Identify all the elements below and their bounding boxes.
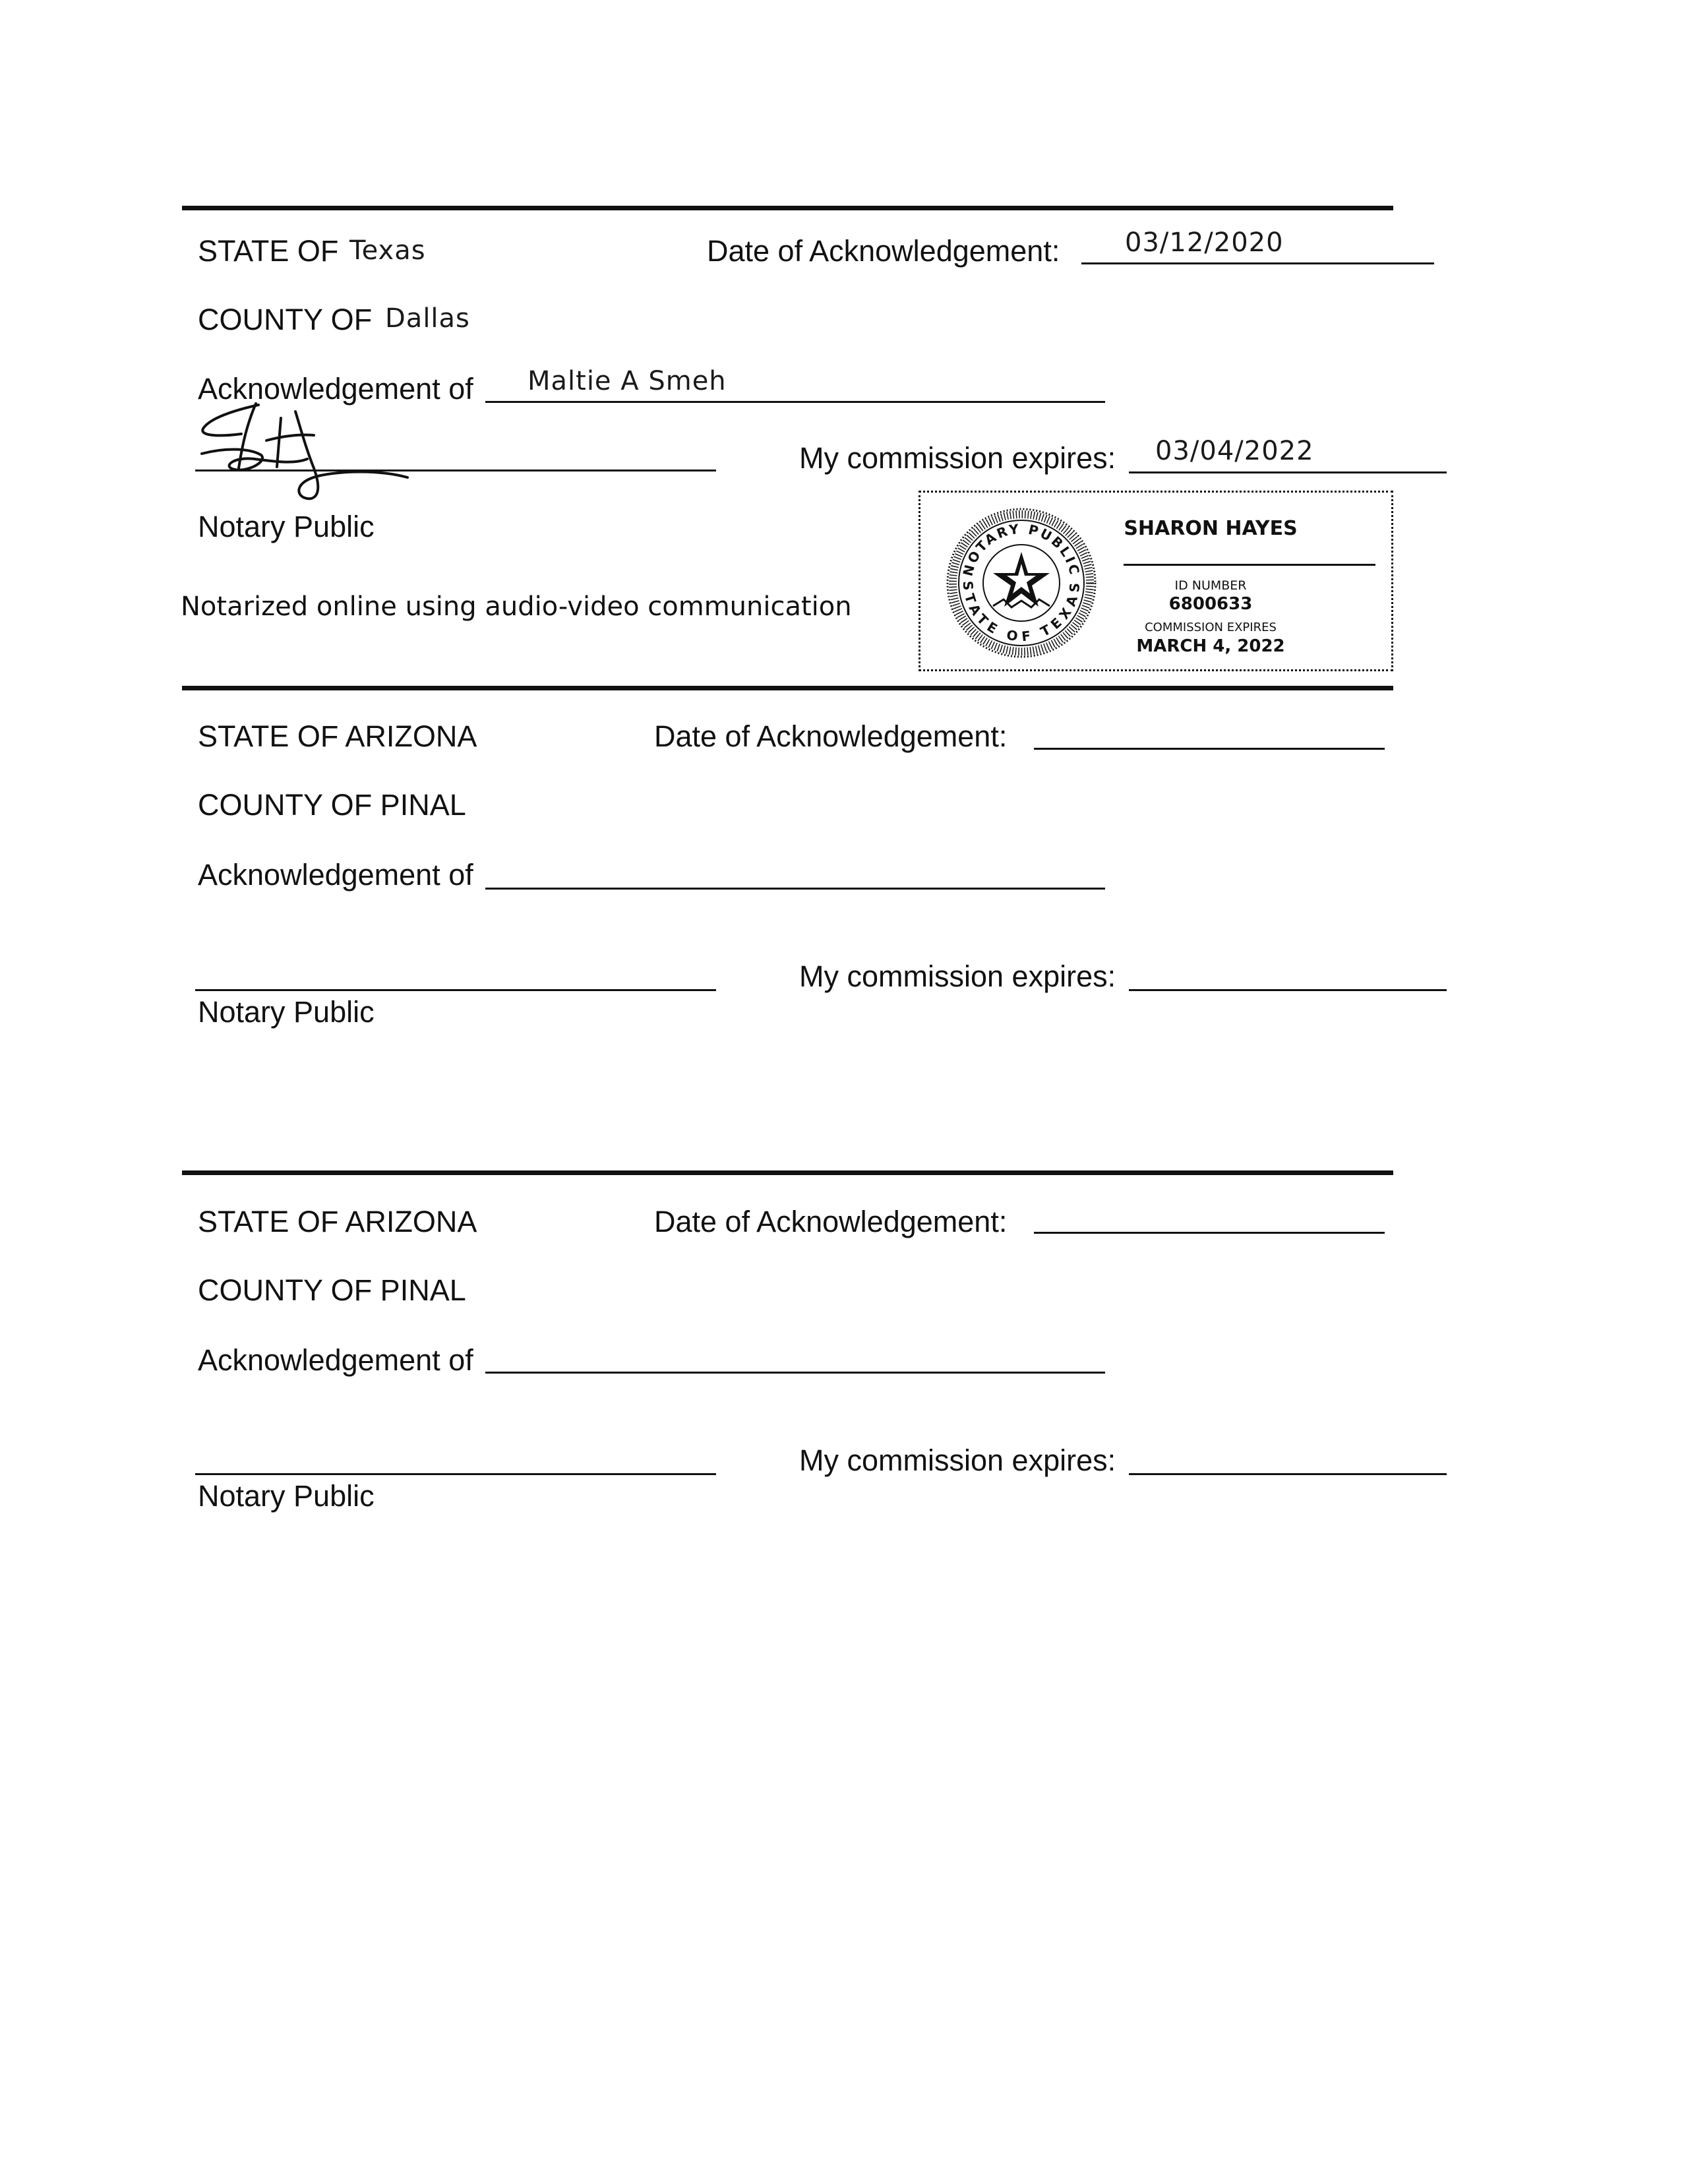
block1-county-label: COUNTY OF — [198, 303, 373, 336]
seal-id-value: 6800633 — [1168, 594, 1253, 614]
block1-signature-line — [195, 470, 716, 471]
seal-ring-bottom: STATE OF TEXAS — [959, 580, 1083, 645]
block1-commission-line — [1129, 471, 1447, 473]
block3-commission-line — [1129, 1473, 1447, 1475]
block2-signature-line — [195, 989, 716, 991]
block2-ack-line — [485, 888, 1105, 890]
block1-notary-label: Notary Public — [198, 510, 375, 543]
block3-date-label: Date of Acknowledgement: — [654, 1205, 1008, 1238]
block1-ack-label: Acknowledgement of — [198, 372, 473, 406]
block1-date-label: Date of Acknowledgement: — [707, 234, 1060, 268]
seal-expires-label: COMMISSION EXPIRES — [1145, 621, 1277, 634]
block2-state-label: STATE OF ARIZONA — [198, 719, 477, 753]
block1-ack-value: Maltie A Smeh — [528, 366, 727, 396]
block3-ack-line — [485, 1372, 1105, 1374]
block1-state-label: STATE OF — [198, 234, 339, 268]
block1-county-value: Dallas — [385, 303, 470, 334]
block2-top-rule — [182, 686, 1393, 690]
block2-commission-line — [1129, 989, 1447, 991]
block1-online-note: Notarized online using audio-video communication — [181, 592, 852, 622]
block3-commission-label: My commission expires: — [799, 1443, 1116, 1477]
block1-commission-label: My commission expires: — [799, 441, 1116, 475]
block2-commission-label: My commission expires: — [799, 959, 1116, 993]
block2-date-line — [1034, 748, 1385, 750]
notary-stamp — [919, 491, 1393, 671]
block2-notary-label: Notary Public — [198, 995, 375, 1029]
seal-ring-top: NOTARY PUBLIC — [959, 520, 1083, 578]
seal-name-line — [1124, 564, 1375, 566]
block1-state-value: Texas — [349, 235, 426, 266]
block1-ack-line — [485, 401, 1105, 403]
block3-signature-line — [195, 1473, 716, 1475]
seal-id-label: ID NUMBER — [1174, 578, 1247, 593]
seal-name: SHARON HAYES — [1124, 517, 1298, 540]
block1-commission-value: 03/04/2022 — [1155, 436, 1314, 466]
block1-date-value: 03/12/2020 — [1125, 228, 1284, 258]
block1-date-line — [1081, 262, 1434, 264]
block3-county-label: COUNTY OF PINAL — [198, 1273, 466, 1307]
block3-notary-label: Notary Public — [198, 1479, 375, 1513]
notary-signature — [195, 396, 433, 508]
block3-date-line — [1034, 1232, 1385, 1234]
block2-date-label: Date of Acknowledgement: — [654, 719, 1008, 753]
block3-state-label: STATE OF ARIZONA — [198, 1205, 477, 1238]
block1-top-rule — [182, 206, 1393, 210]
block2-county-label: COUNTY OF PINAL — [198, 788, 466, 822]
block2-ack-label: Acknowledgement of — [198, 858, 473, 892]
seal-expires-value: MARCH 4, 2022 — [1136, 636, 1285, 656]
block3-ack-label: Acknowledgement of — [198, 1343, 473, 1377]
block3-top-rule — [182, 1170, 1393, 1175]
